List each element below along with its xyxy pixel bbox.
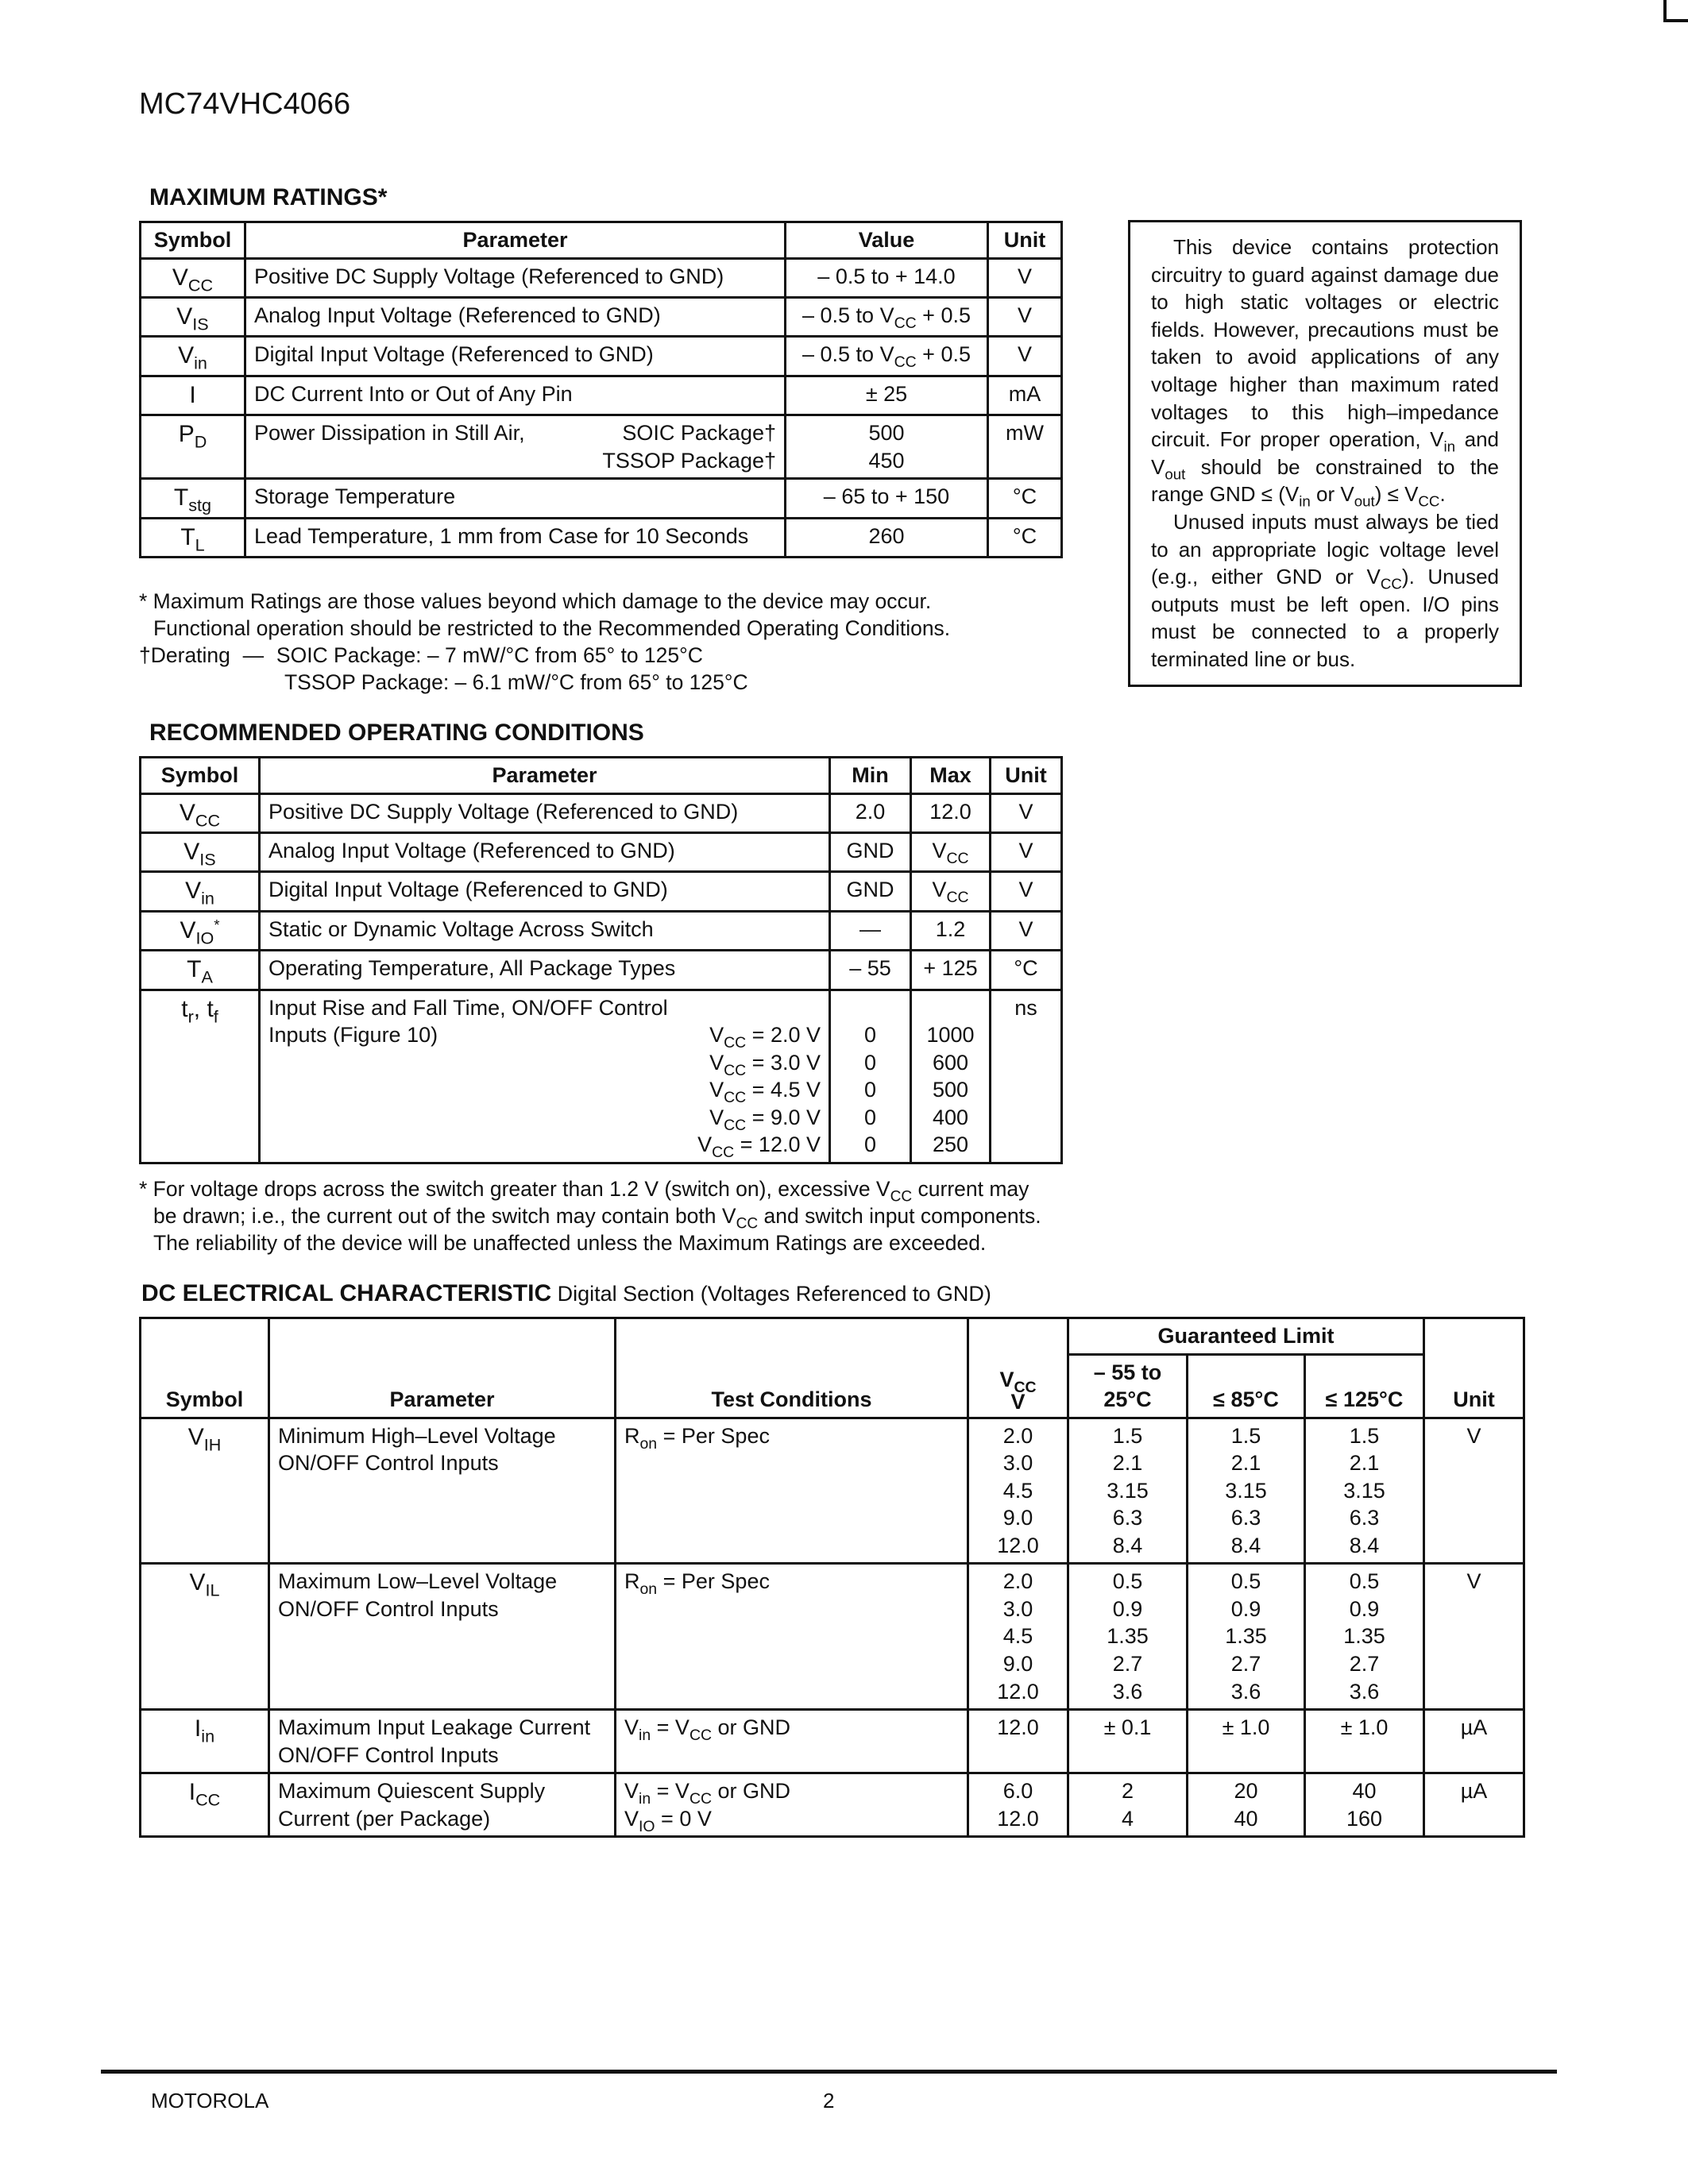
symbol-cell: I bbox=[141, 376, 245, 415]
table-row bbox=[141, 1710, 1524, 1773]
unit-cell: ns bbox=[991, 990, 1062, 1163]
footer-brand: MOTOROLA bbox=[151, 2089, 269, 2113]
min-cell: GND bbox=[830, 832, 911, 871]
footnote: †Derating — SOIC Package: – 7 mW/°C from 65° to 125°C bbox=[139, 643, 703, 667]
min-cell: 2.0 bbox=[830, 793, 911, 832]
col-test-conditions: Test Conditions bbox=[616, 1318, 968, 1418]
protection-notice-box bbox=[1128, 220, 1522, 687]
col-guaranteed-limit: Guaranteed Limit bbox=[1068, 1318, 1424, 1355]
unit-cell: °C bbox=[988, 518, 1062, 557]
parameter-cell: Maximum Quiescent Supply Current (per Package) bbox=[269, 1773, 616, 1837]
max-cell: 12.0 bbox=[911, 793, 991, 832]
unit-cell: °C bbox=[991, 951, 1062, 990]
symbol-cell: $T_L$ bbox=[141, 518, 245, 557]
limit-cell: ± 0.1 bbox=[1068, 1710, 1188, 1773]
max-cell: 1.2 bbox=[911, 911, 991, 950]
unit-cell: µA bbox=[1424, 1710, 1524, 1773]
table-header-row bbox=[141, 222, 1062, 259]
parameter-cell: Analog Input Voltage (Referenced to GND) bbox=[245, 297, 786, 336]
max-ratings-title: MAXIMUM RATINGS* bbox=[149, 184, 388, 210]
table-row bbox=[141, 911, 1062, 950]
unit-cell: V bbox=[991, 911, 1062, 950]
col-symbol: Symbol bbox=[141, 758, 260, 794]
rec-op-footnotes bbox=[139, 1175, 1092, 1256]
col-parameter: Parameter bbox=[260, 758, 830, 794]
limit-cell: 0.5 0.9 1.35 2.7 3.6 bbox=[1305, 1564, 1424, 1710]
table-row bbox=[141, 793, 1062, 832]
col-parameter: Parameter bbox=[245, 222, 786, 259]
table-row bbox=[141, 1773, 1524, 1837]
limit-cell: 1.5 2.1 3.15 6.3 8.4 bbox=[1305, 1418, 1424, 1564]
parameter-cell: Positive DC Supply Voltage (Referenced to GND) bbox=[245, 258, 786, 297]
value-cell: ± 25 bbox=[786, 376, 988, 415]
unused-inputs-paragraph: Unused inputs must always be tied to an appropriate logic voltage level (e.g., either GND or $V_{CC}$). Unused outputs must be left open. I/O pins must be connected to a properly terminated line or bus. bbox=[1151, 509, 1499, 671]
unit-cell: V bbox=[1424, 1418, 1524, 1564]
parameter-cell: Maximum Low–Level Voltage ON/OFF Control Inputs bbox=[269, 1564, 616, 1710]
parameter-cell: Static or Dynamic Voltage Across Switch bbox=[260, 911, 830, 950]
footnote: The reliability of the device will be unaffected unless the Maximum Ratings are exceeded. bbox=[153, 1231, 987, 1255]
max-ratings-footnotes bbox=[139, 588, 1076, 696]
table-row bbox=[141, 990, 1062, 1163]
dc-char-table bbox=[139, 1317, 1525, 1838]
col-symbol: Symbol bbox=[141, 1318, 269, 1418]
table-header-row bbox=[141, 1318, 1524, 1355]
value-cell: – 65 to + 150 bbox=[786, 479, 988, 518]
table-row bbox=[141, 337, 1062, 376]
unit-cell: V bbox=[988, 258, 1062, 297]
col-temp-25: – 55 to 25°C bbox=[1068, 1354, 1188, 1418]
table-row bbox=[141, 1418, 1524, 1564]
unit-cell: V bbox=[1424, 1564, 1524, 1710]
limit-cell: 20 40 bbox=[1188, 1773, 1305, 1837]
min-cell: 0 0 0 0 0 bbox=[830, 990, 911, 1163]
crop-mark bbox=[1663, 0, 1688, 22]
table-row bbox=[141, 1564, 1524, 1710]
parameter-cell: Positive DC Supply Voltage (Referenced to GND) bbox=[260, 793, 830, 832]
limit-cell: 0.5 0.9 1.35 2.7 3.6 bbox=[1188, 1564, 1305, 1710]
unit-cell: V bbox=[991, 832, 1062, 871]
symbol-cell: $V_{CC}$ bbox=[141, 793, 260, 832]
limit-cell: 1.5 2.1 3.15 6.3 8.4 bbox=[1188, 1418, 1305, 1564]
unit-cell: V bbox=[991, 872, 1062, 911]
rec-op-table bbox=[139, 756, 1063, 1164]
footnote: * Maximum Ratings are those values beyond which damage to the device may occur. bbox=[139, 589, 932, 613]
col-max: Max bbox=[911, 758, 991, 794]
symbol-cell: $V_{IL}$ bbox=[141, 1564, 269, 1710]
table-row bbox=[141, 832, 1062, 871]
page-number: 2 bbox=[823, 2089, 835, 2113]
symbol-cell: $t_r$, $t_f$ bbox=[141, 990, 260, 1163]
min-cell: GND bbox=[830, 872, 911, 911]
unit-cell: mW bbox=[988, 415, 1062, 479]
col-vcc: $V_{CC}$ V bbox=[968, 1318, 1068, 1418]
symbol-cell: $V_{IH}$ bbox=[141, 1418, 269, 1564]
footnote: * For voltage drops across the switch greater than 1.2 V (switch on), excessive $V_{CC}$ current may bbox=[139, 1177, 1029, 1206]
parameter-cell: Digital Input Voltage (Referenced to GND) bbox=[260, 872, 830, 911]
parameter-cell: Digital Input Voltage (Referenced to GND) bbox=[245, 337, 786, 376]
table-row bbox=[141, 297, 1062, 336]
parameter-cell: DC Current Into or Out of Any Pin bbox=[245, 376, 786, 415]
value-cell: 260 bbox=[786, 518, 988, 557]
value-cell: – 0.5 to $V_{CC} + 0.5$ bbox=[786, 297, 988, 336]
unit-cell: mA bbox=[988, 376, 1062, 415]
symbol-cell: $T_{stg}$ bbox=[141, 479, 245, 518]
limit-cell: ± 1.0 bbox=[1305, 1710, 1424, 1773]
symbol-cell: $V_{in}$ bbox=[141, 872, 260, 911]
parameter-cell: Power Dissipation in Still Air, SOIC Package† TSSOP Package† bbox=[245, 415, 786, 479]
col-temp-125: ≤ 125°C bbox=[1305, 1354, 1424, 1418]
col-value: Value bbox=[786, 222, 988, 259]
dc-char-title: DC ELECTRICAL CHARACTERISTIC Digital Section (Voltages Referenced to GND) bbox=[141, 1280, 991, 1306]
max-ratings-table bbox=[139, 221, 1063, 558]
symbol-cell: $T_A$ bbox=[141, 951, 260, 990]
parameter-cell: Input Rise and Fall Time, ON/OFF Control Inputs (Figure 10) $V_{CC} = 2.0$ V $V_{CC} = 3.0$ V $V_{CC} = 4.5$ V $V_{CC} = 9.0$ V $V_{CC} = 12.0$ V bbox=[260, 990, 830, 1163]
col-parameter: Parameter bbox=[269, 1318, 616, 1418]
symbol-cell: $V_{IS}$ bbox=[141, 832, 260, 871]
table-row bbox=[141, 951, 1062, 990]
max-cell: 1000 600 500 400 250 bbox=[911, 990, 991, 1163]
table-row bbox=[141, 258, 1062, 297]
unit-cell: V bbox=[988, 297, 1062, 336]
symbol-cell: $V_{in}$ bbox=[141, 337, 245, 376]
parameter-cell: Minimum High–Level Voltage ON/OFF Control Inputs bbox=[269, 1418, 616, 1564]
value-cell: 500 450 bbox=[786, 415, 988, 479]
max-cell: + 125 bbox=[911, 951, 991, 990]
symbol-cell: $P_D$ bbox=[141, 415, 245, 479]
footer-rule bbox=[101, 2070, 1557, 2074]
value-cell: – 0.5 to $V_{CC} + 0.5$ bbox=[786, 337, 988, 376]
part-number-header: MC74VHC4066 bbox=[139, 87, 351, 121]
table-row bbox=[141, 479, 1062, 518]
parameter-cell: Operating Temperature, All Package Types bbox=[260, 951, 830, 990]
col-min: Min bbox=[830, 758, 911, 794]
vcc-cell: 12.0 bbox=[968, 1710, 1068, 1773]
table-row bbox=[141, 376, 1062, 415]
table-header-row bbox=[141, 758, 1062, 794]
col-unit: Unit bbox=[988, 222, 1062, 259]
limit-cell: 40 160 bbox=[1305, 1773, 1424, 1837]
col-temp-85: ≤ 85°C bbox=[1188, 1354, 1305, 1418]
test-cell: $V_{in} = V_{CC}$ or GND bbox=[616, 1710, 968, 1773]
vcc-cell: 6.0 12.0 bbox=[968, 1773, 1068, 1837]
symbol-cell: $V_{CC}$ bbox=[141, 258, 245, 297]
footnote: be drawn; i.e., the current out of the switch may contain both $V_{CC}$ and switch input components. bbox=[153, 1204, 1041, 1233]
footnote: TSSOP Package: – 6.1 mW/°C from 65° to 125°C bbox=[284, 670, 748, 694]
symbol-cell: $I_{CC}$ bbox=[141, 1773, 269, 1837]
rec-op-title: RECOMMENDED OPERATING CONDITIONS bbox=[149, 720, 644, 746]
value-cell: – 0.5 to + 14.0 bbox=[786, 258, 988, 297]
parameter-cell: Lead Temperature, 1 mm from Case for 10 Seconds bbox=[245, 518, 786, 557]
max-cell: $V_{CC}$ bbox=[911, 832, 991, 871]
vcc-cell: 2.0 3.0 4.5 9.0 12.0 bbox=[968, 1564, 1068, 1710]
parameter-cell: Maximum Input Leakage Current ON/OFF Control Inputs bbox=[269, 1710, 616, 1773]
col-unit: Unit bbox=[1424, 1318, 1524, 1418]
unit-cell: V bbox=[991, 793, 1062, 832]
symbol-cell: $I_{in}$ bbox=[141, 1710, 269, 1773]
symbol-cell: $V_{IO}^*$ bbox=[141, 911, 260, 950]
unit-cell: V bbox=[988, 337, 1062, 376]
parameter-cell: Storage Temperature bbox=[245, 479, 786, 518]
symbol-cell: $V_{IS}$ bbox=[141, 297, 245, 336]
col-symbol: Symbol bbox=[141, 222, 245, 259]
test-cell: $R_{on}$ = Per Spec bbox=[616, 1564, 968, 1710]
limit-cell: 0.5 0.9 1.35 2.7 3.6 bbox=[1068, 1564, 1188, 1710]
vcc-cell: 2.0 3.0 4.5 9.0 12.0 bbox=[968, 1418, 1068, 1564]
min-cell: — bbox=[830, 911, 911, 950]
table-row bbox=[141, 415, 1062, 479]
unit-cell: °C bbox=[988, 479, 1062, 518]
test-cell: $V_{in} = V_{CC}$ or GND $V_{IO} = 0$ V bbox=[616, 1773, 968, 1837]
parameter-cell: Analog Input Voltage (Referenced to GND) bbox=[260, 832, 830, 871]
limit-cell: ± 1.0 bbox=[1188, 1710, 1305, 1773]
footnote: Functional operation should be restricted to the Recommended Operating Conditions. bbox=[153, 616, 951, 640]
limit-cell: 1.5 2.1 3.15 6.3 8.4 bbox=[1068, 1418, 1188, 1564]
table-row bbox=[141, 872, 1062, 911]
protection-paragraph: This device contains protection circuitry to guard against damage due to high static voltages or electric fields. However, precautions must be taken to avoid applications of any voltage higher than maximum rated voltages to this high–impedance circuit. For proper operation, $V_{in}$ and $V_{out}$ should be constrained to the range GND ≤ ($V_{in}$ or $V_{out}) \le V_{CC}$. bbox=[1151, 235, 1500, 510]
limit-cell: 2 4 bbox=[1068, 1773, 1188, 1837]
min-cell: – 55 bbox=[830, 951, 911, 990]
col-unit: Unit bbox=[991, 758, 1062, 794]
test-cell: $R_{on}$ = Per Spec bbox=[616, 1418, 968, 1564]
table-row bbox=[141, 518, 1062, 557]
unit-cell: µA bbox=[1424, 1773, 1524, 1837]
max-cell: $V_{CC}$ bbox=[911, 872, 991, 911]
